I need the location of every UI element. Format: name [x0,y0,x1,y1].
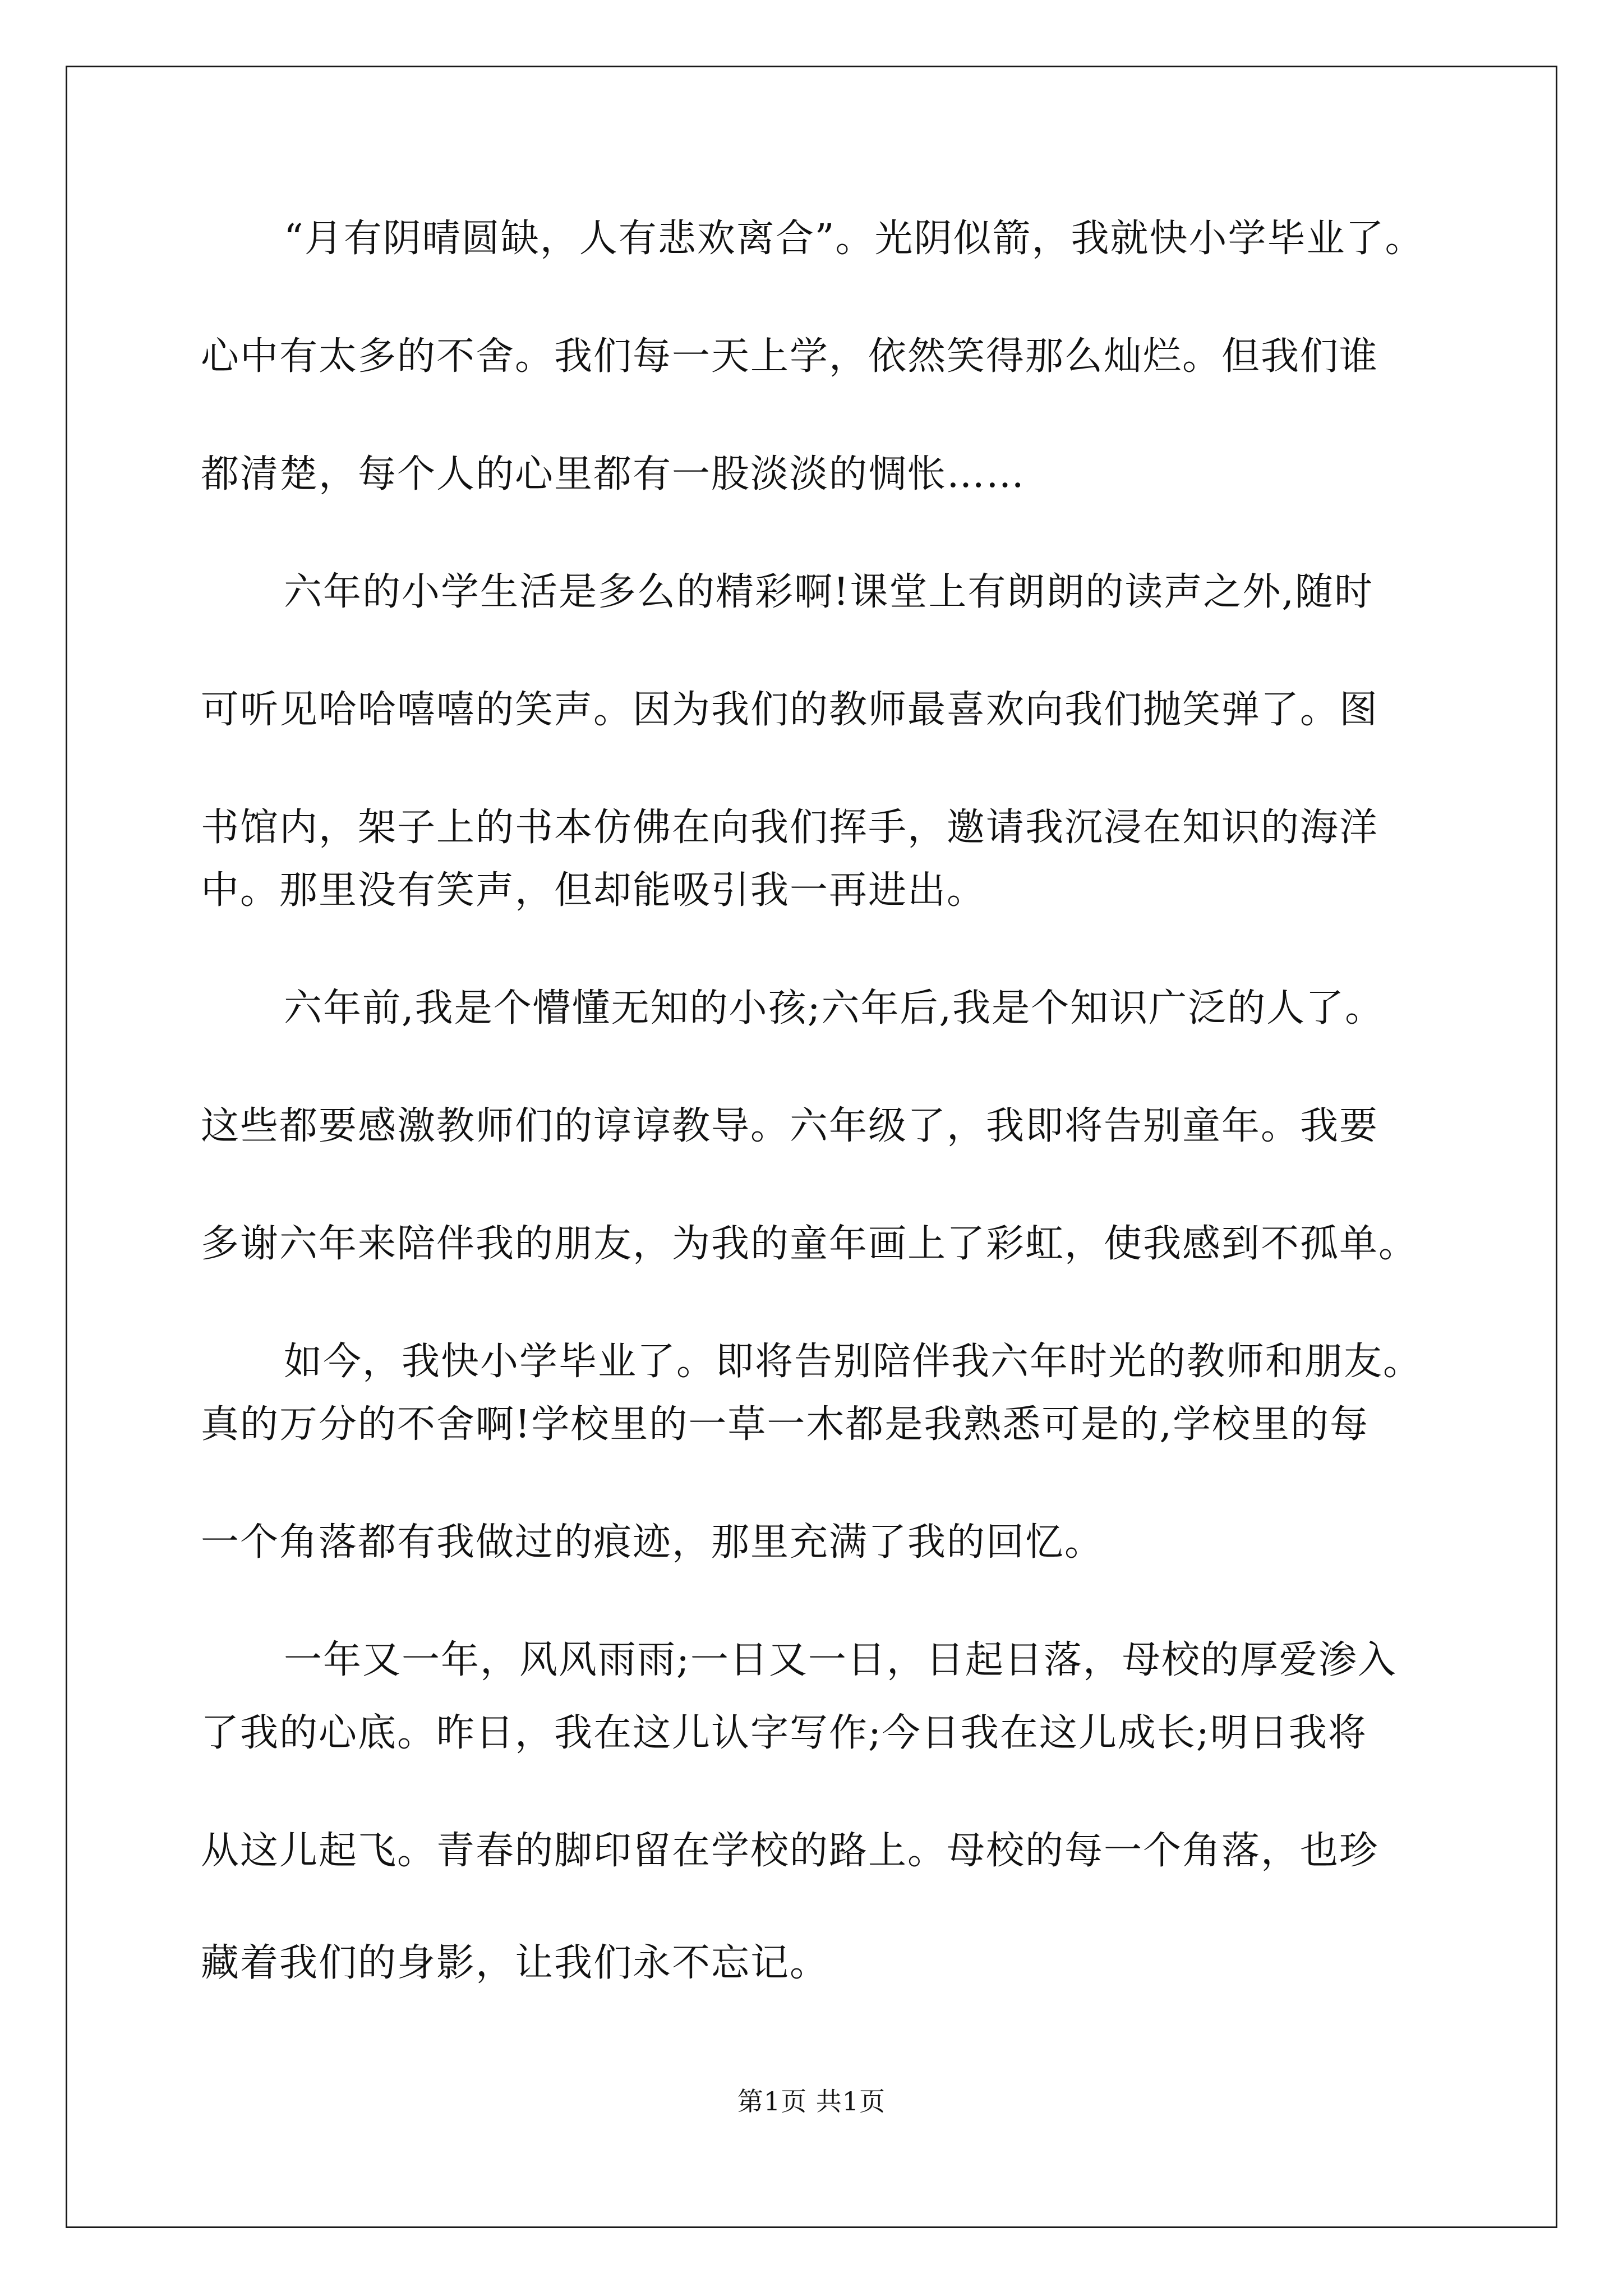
text-line: 从这儿起飞。青春的脚印留在学校的路上。母校的每一个角落，也珍 [201,1829,1379,1873]
text-line: 一个角落都有我做过的痕迹，那里充满了我的回忆。 [201,1520,1104,1565]
text-line: 六年前,我是个懵懂无知的小孩;六年后,我是个知识广泛的人了。 [284,986,1385,1030]
page-footer: 第1页 共1页 [737,2086,886,2116]
text-line: 多谢六年来陪伴我的朋友，为我的童年画上了彩虹，使我感到不孤单。 [201,1222,1418,1266]
text-line: 书馆内，架子上的书本仿佛在向我们挥手，邀请我沉浸在知识的海洋 [201,806,1379,850]
text-line: 可听见哈哈嘻嘻的笑声。因为我们的教师最喜欢向我们抛笑弹了。图 [201,688,1379,732]
text-line: 心中有太多的不舍。我们每一天上学，依然笑得那么灿烂。但我们谁 [201,334,1379,379]
text-line: 真的万分的不舍啊!学校里的一草一木都是我熟悉可是的,学校里的每 [201,1402,1369,1447]
text-line: 都清楚，每个人的心里都有一股淡淡的惆怅…… [201,452,1026,496]
text-line: 六年的小学生活是多么的精彩啊!课堂上有朗朗的读声之外,随时 [284,570,1373,614]
text-line: 如今，我快小学毕业了。即将告别陪伴我六年时光的教师和朋友。 [284,1340,1423,1384]
text-line: 这些都要感激教师们的谆谆教导。六年级了，我即将告别童年。我要 [201,1104,1379,1148]
text-line: 一年又一年，风风雨雨;一日又一日，日起日落，母校的厚爱渗入 [284,1638,1397,1682]
text-line: “月有阴晴圆缺，人有悲欢离合”。光阴似箭，我就快小学毕业了。 [284,217,1424,261]
text-line: 中。那里没有笑声，但却能吸引我一再进出。 [201,868,986,913]
text-line: 藏着我们的身影，让我们永不忘记。 [201,1941,829,1985]
text-line: 了我的心底。昨日，我在这儿认字写作;今日我在这儿成长;明日我将 [201,1711,1367,1755]
